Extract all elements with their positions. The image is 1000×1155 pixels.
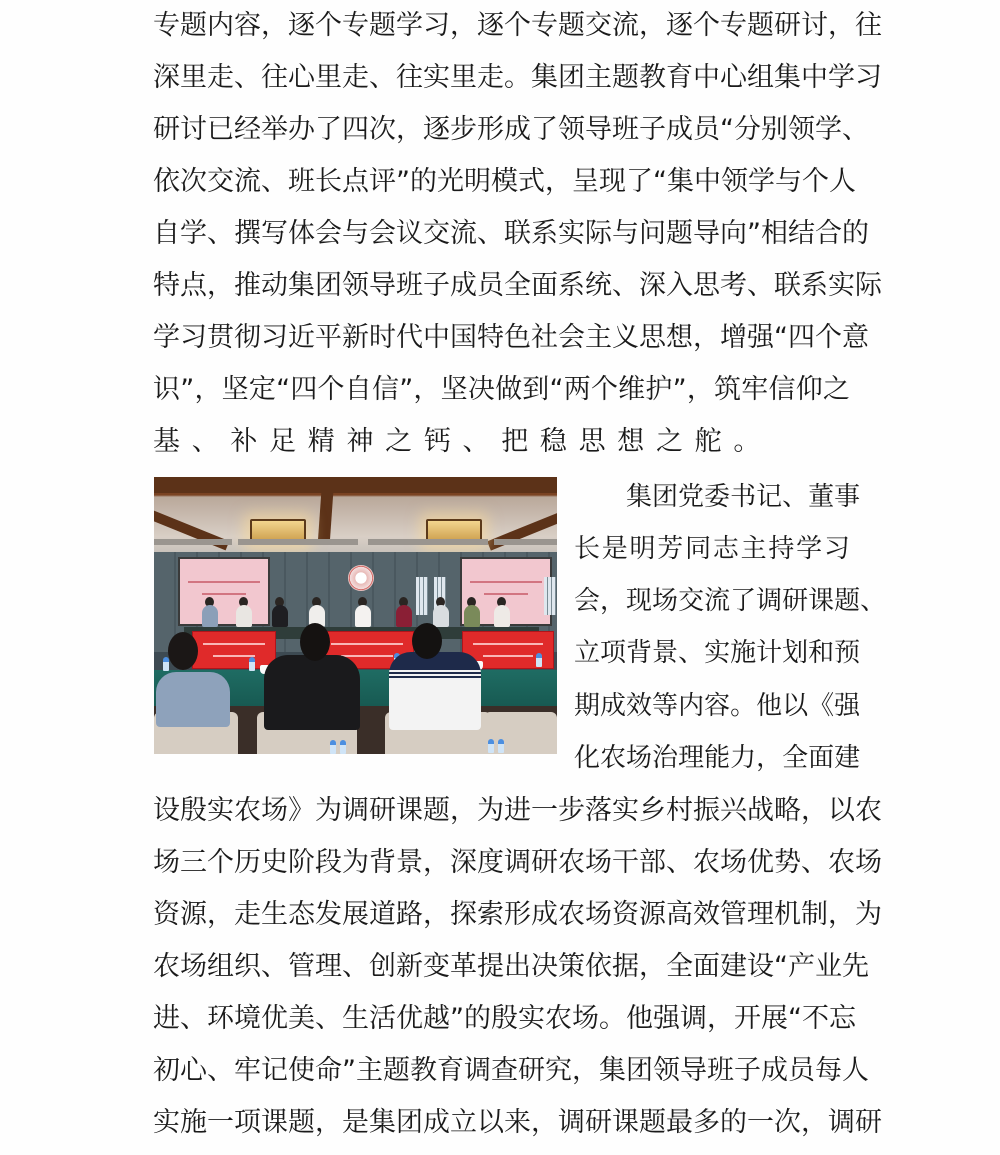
red-banner: [192, 631, 276, 669]
window: [544, 577, 556, 615]
attendee-head: [168, 632, 198, 670]
window: [416, 577, 428, 615]
text-line: 会 ， 现 场 交 流 了 调 研 课 题 、: [574, 586, 887, 616]
text-line: 设 殷 实 农 场 》 为 调 研 课 题 ， 为 进 一 步 落 实 乡 村 振 兴 战 略 ， 以 农: [153, 795, 882, 826]
person: [396, 605, 412, 627]
person: [272, 605, 288, 627]
vent: [368, 539, 488, 545]
chair: [484, 712, 557, 754]
text-line: 化 农 场 治 理 能 力 ， 全 面 建: [574, 743, 861, 773]
text-line: 农 场 组 织 、 管 理 、 创 新 变 革 提 出 决 策 依 据 ， 全 面 建 设 “ 产 业 先: [153, 951, 869, 982]
text-line: 自 学 、 撰 写 体 会 与 会 议 交 流 、 联 系 实 际 与 问 题 导 向 ” 相 结 合 的: [153, 218, 869, 249]
text-line: 初 心 、 牢 记 使 命 ” 主 题 教 育 调 查 研 究 ， 集 团 领 导 班 子 成 员 每 人: [153, 1055, 869, 1086]
person: [433, 605, 449, 627]
text-line: 集 团 党 委 书 记 、 董 事: [626, 482, 861, 512]
text-line: 实 施 一 项 课 题 ， 是 集 团 成 立 以 来 ， 调 研 课 题 最 多 的 一 次 ， 调 研: [153, 1107, 882, 1138]
water-bottle: [498, 739, 504, 753]
person: [494, 605, 510, 627]
water-bottle: [330, 740, 336, 754]
text-line: 期 成 效 等 内 容 。 他 以 《 强: [574, 691, 861, 721]
photo-beam: [154, 477, 557, 493]
attendee-head: [300, 623, 330, 661]
text-line: 基 、 补 足 精 神 之 钙 、 把 稳 思 想 之 舵 。: [153, 426, 761, 457]
person: [355, 605, 371, 627]
text-line: 专 题 内 容 ， 逐 个 专 题 学 习 ， 逐 个 专 题 交 流 ， 逐 个 专 题 研 讨 ， 往: [153, 10, 882, 41]
water-bottle: [249, 657, 255, 671]
person: [464, 605, 480, 627]
attendee: [156, 672, 230, 727]
text-line: 进 、 环 境 优 美 、 生 活 优 越 ” 的 殷 实 农 场 。 他 强 调 ， 开 展 “ 不 忘: [153, 1003, 856, 1034]
text-line: 立 项 背 景 、 实 施 计 划 和 预: [574, 638, 861, 668]
text-line: 特 点 ， 推 动 集 团 领 导 班 子 成 员 全 面 系 统 、 深 入 思 考 、 联 系 实 际: [153, 270, 882, 301]
attendee: [389, 652, 481, 730]
attendee: [264, 655, 360, 730]
text-line: 学 习 贯 彻 习 近 平 新 时 代 中 国 特 色 社 会 主 义 思 想 ， 增 强 “ 四 个 意: [153, 322, 869, 353]
water-bottle: [536, 653, 542, 667]
vent: [154, 539, 232, 545]
person: [236, 605, 252, 627]
attendee-head: [412, 623, 442, 659]
vent: [494, 539, 557, 545]
meeting-photo: [154, 477, 557, 754]
text-line: 深 里 走 、 往 心 里 走 、 往 实 里 走 。 集 团 主 题 教 育 中 心 组 集 中 学 习: [153, 62, 882, 93]
projection-screen: [178, 557, 270, 626]
water-bottle: [340, 740, 346, 754]
text-line: 场 三 个 历 史 阶 段 为 背 景 ， 深 度 调 研 农 场 干 部 、 农 场 优 势 、 农 场: [153, 847, 882, 878]
text-line: 长 是 明 芳 同 志 主 持 学 习: [574, 534, 850, 564]
water-bottle: [163, 657, 169, 671]
text-line: 识 ” ， 坚 定 “ 四 个 自 信 ” ， 坚 决 做 到 “ 两 个 维 护 ” ， 筑 牢 信 仰 之: [153, 374, 850, 405]
person: [202, 605, 218, 627]
emblem-logo: [348, 565, 374, 591]
text-line: 资 源 ， 走 生 态 发 展 道 路 ， 探 索 形 成 农 场 资 源 高 效 管 理 机 制 ， 为: [153, 899, 882, 930]
text-line: 依 次 交 流 、 班 长 点 评 ” 的 光 明 模 式 ， 呈 现 了 “ 集 中 领 学 与 个 人: [153, 166, 856, 197]
text-line: 研 讨 已 经 举 办 了 四 次 ， 逐 步 形 成 了 领 导 班 子 成 员 “ 分 别 领 学 、: [153, 114, 869, 145]
vent: [238, 539, 358, 545]
water-bottle: [488, 739, 494, 753]
